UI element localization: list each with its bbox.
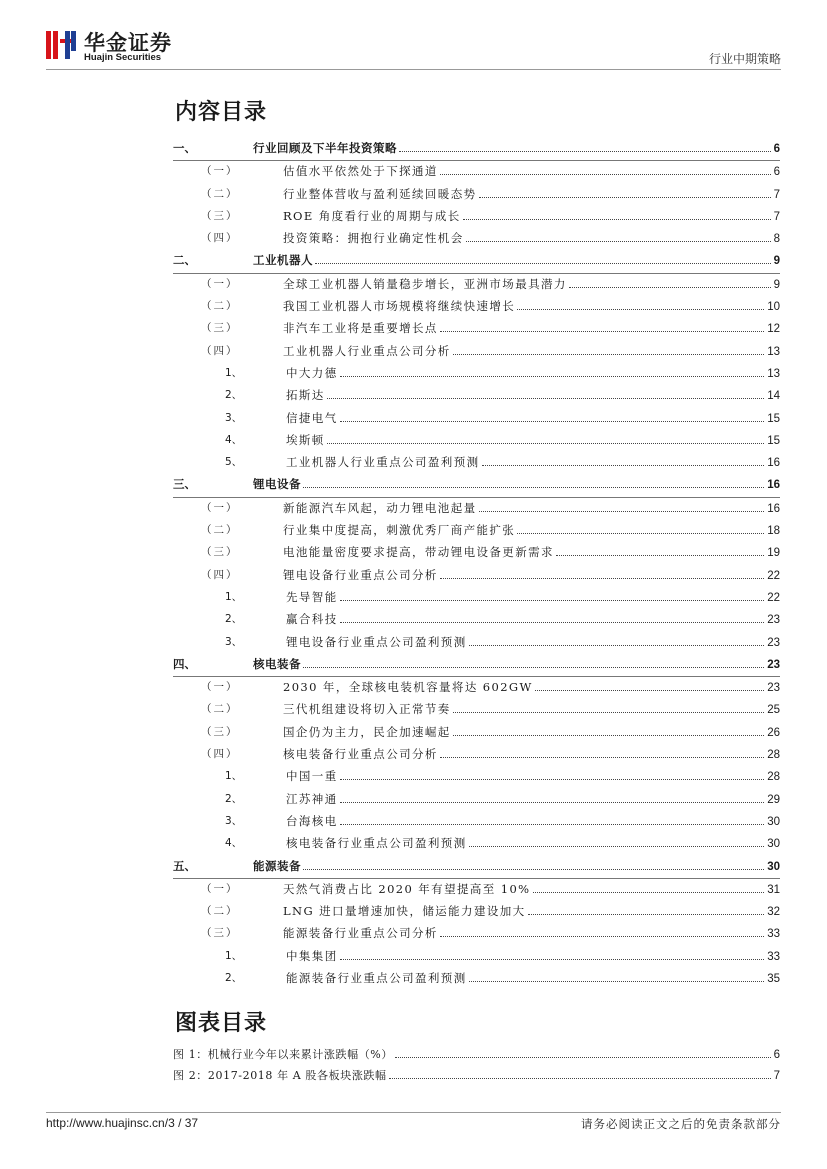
entry-page-number: 30 (767, 838, 780, 851)
entry-page-number: 30 (767, 815, 780, 828)
entry-title: 锂电设备行业重点公司盈利预测 (286, 634, 467, 649)
entry-page-number: 30 (767, 860, 780, 873)
entry-title: 2030 年，全球核电装机容量将达 602GW (283, 680, 533, 695)
entry-number: （一） (201, 681, 239, 694)
entry-title: 估值水平依然处于下探通道 (283, 164, 438, 179)
entry-line (283, 209, 780, 224)
entry-title: LNG 进口量增速加快，储运能力建设加大 (283, 904, 526, 919)
dot-leader (463, 218, 771, 220)
entry-number: 2、 (225, 613, 243, 626)
entry-page-number: 7 (773, 188, 780, 201)
entry-page-number: 25 (767, 704, 780, 717)
entry-title: ROE 角度看行业的周期与成长 (283, 208, 461, 223)
dot-leader (469, 980, 765, 982)
entry-title: 行业整体营收与盈利延续回暖态势 (283, 186, 477, 201)
entry-title: 工业机器人行业重点公司盈利预测 (286, 455, 480, 470)
dot-leader (340, 621, 765, 623)
dot-leader (466, 240, 771, 242)
entry-page-number: 29 (767, 793, 780, 806)
dot-leader (340, 420, 765, 422)
toc-entry[interactable] (173, 542, 780, 564)
report-type: 行业中期策略 (708, 52, 781, 66)
entry-number: （二） (201, 524, 239, 537)
entry-title: 非汽车工业将是重要增长点 (283, 321, 438, 336)
entry-number: 二、 (173, 253, 196, 268)
dot-leader (327, 442, 765, 444)
entry-page-number: 6 (773, 166, 780, 179)
entry-page-number: 8 (773, 233, 780, 246)
toc-entry[interactable] (173, 138, 780, 161)
entry-line (286, 836, 780, 851)
entry-title: 先导智能 (286, 589, 338, 604)
dot-leader (303, 868, 764, 870)
entry-number: （二） (201, 905, 239, 918)
entry-line (286, 769, 780, 784)
entry-number: 4、 (225, 433, 243, 446)
entry-title: 工业机器人行业重点公司分析 (283, 343, 451, 358)
dot-leader (389, 1077, 771, 1079)
entry-line (253, 859, 780, 874)
entry-page-number: 23 (767, 658, 780, 671)
toc-entry[interactable] (173, 699, 780, 721)
entry-line (286, 814, 780, 829)
entry-number: 5、 (225, 456, 243, 469)
page-header (46, 30, 781, 66)
dot-leader (528, 913, 765, 915)
entry-line (283, 926, 780, 941)
toc-entry[interactable] (173, 856, 780, 879)
toc-entry[interactable] (173, 789, 780, 811)
dot-leader (569, 286, 771, 288)
entry-title: 埃斯顿 (286, 432, 325, 447)
entry-title: 行业集中度提高，刺激优秀厂商产能扩张 (283, 523, 516, 538)
entry-page-number: 16 (767, 479, 780, 492)
entry-number: （一） (201, 882, 239, 895)
entry-page-number: 23 (767, 636, 780, 649)
entry-line (283, 702, 780, 717)
toc-entry[interactable] (173, 632, 780, 654)
toc-entry[interactable] (173, 722, 780, 744)
toc-entry[interactable] (173, 811, 780, 833)
entry-title: 能源装备 (253, 858, 301, 873)
entry-title: 台海核电 (286, 813, 338, 828)
dot-leader (440, 330, 764, 332)
entry-line (283, 904, 780, 919)
entry-title: 中大力德 (286, 365, 338, 380)
entry-number: （一） (201, 277, 239, 290)
entry-title: 信捷电气 (286, 410, 338, 425)
entry-line (253, 253, 780, 268)
dot-leader (440, 756, 764, 758)
dot-leader (315, 262, 771, 264)
entry-line (283, 725, 780, 740)
dot-leader (303, 666, 764, 668)
toc-entry[interactable] (173, 968, 780, 990)
dot-leader (535, 689, 764, 691)
entry-title: 全球工业机器人销量稳步增长，亚洲市场最具潜力 (283, 276, 567, 291)
entry-page-number: 13 (767, 367, 780, 380)
toc-entry[interactable] (173, 946, 780, 968)
entry-line (283, 277, 780, 292)
dot-leader (469, 845, 765, 847)
toc-entry[interactable] (173, 498, 780, 520)
entry-line (253, 477, 780, 492)
toc-entry[interactable] (173, 901, 780, 923)
entry-title: 新能源汽车风起，动力锂电池起量 (283, 500, 477, 515)
dot-leader (303, 486, 764, 488)
entry-number: 2、 (225, 792, 243, 805)
dot-leader (340, 801, 765, 803)
entry-title: 行业回顾及下半年投资策略 (253, 141, 397, 155)
entry-number: 1、 (225, 949, 243, 962)
entry-line (253, 657, 780, 672)
entry-page-number: 22 (767, 591, 780, 604)
entry-line (286, 635, 780, 650)
footer-url-page (46, 1116, 198, 1130)
entry-line (286, 411, 780, 426)
entry-number: 四、 (173, 656, 196, 671)
footer-disclaimer: 请务必阅读正文之后的免责条款部分 (581, 1117, 781, 1131)
entry-number: 3、 (225, 635, 243, 648)
toc-title: 内容目录 (175, 100, 268, 125)
entry-line (283, 568, 780, 583)
entry-line (173, 1048, 780, 1062)
entry-page-number: 22 (767, 569, 780, 582)
entry-page-number: 7 (773, 1070, 780, 1082)
entry-page-number: 14 (767, 390, 780, 403)
entry-page-number: 33 (767, 950, 780, 963)
entry-number: （三） (201, 546, 239, 559)
entry-line (283, 523, 780, 538)
toc-entry[interactable] (173, 318, 780, 340)
table-of-contents (173, 138, 780, 990)
dot-leader (340, 778, 765, 780)
entry-page-number: 31 (767, 883, 780, 896)
toc-entry[interactable] (173, 654, 780, 677)
entry-line (283, 344, 780, 359)
entry-number: （一） (201, 501, 239, 514)
entry-page-number: 18 (767, 525, 780, 538)
entry-number: 1、 (225, 590, 243, 603)
dot-leader (395, 1056, 771, 1058)
dot-leader (340, 375, 765, 377)
entry-title: 江苏神通 (286, 791, 338, 806)
entry-number: 2、 (225, 389, 243, 402)
entry-page-number: 9 (773, 278, 780, 291)
dot-leader (469, 644, 765, 646)
dot-leader (440, 173, 771, 175)
entry-page-number: 15 (767, 434, 780, 447)
toc-entry[interactable] (173, 274, 780, 296)
dot-leader (517, 532, 764, 534)
entry-line (283, 321, 780, 336)
toc-entry[interactable] (173, 206, 780, 228)
toc-entry[interactable] (173, 408, 780, 430)
entry-title: 赢合科技 (286, 612, 338, 627)
entry-number: （四） (201, 232, 239, 245)
entry-line (283, 747, 780, 762)
entry-page-number: 19 (767, 547, 780, 560)
figure-entry[interactable] (173, 1045, 780, 1066)
toc-entry[interactable] (173, 879, 780, 901)
dot-leader (453, 711, 765, 713)
entry-title: 电池能量密度要求提高，带动锂电设备更新需求 (283, 545, 554, 560)
entry-line (283, 680, 780, 695)
entry-line (283, 882, 780, 897)
entry-line (286, 612, 780, 627)
entry-number: 五、 (173, 858, 196, 873)
entry-line (286, 433, 780, 448)
entry-title: 核电装备行业重点公司盈利预测 (286, 836, 467, 851)
entry-page-number: 9 (773, 255, 780, 268)
entry-number: 1、 (225, 366, 243, 379)
toc-entry[interactable] (173, 430, 780, 452)
entry-title: 能源装备行业重点公司盈利预测 (286, 970, 467, 985)
toc-entry[interactable] (173, 296, 780, 318)
entry-number: 一、 (173, 141, 196, 155)
logo-chinese-name: 华金证券 (84, 31, 172, 55)
dot-leader (479, 196, 771, 198)
figure-entry[interactable] (173, 1066, 780, 1087)
entry-line (286, 949, 780, 964)
entry-number: （三） (201, 725, 239, 738)
entry-number: （四） (201, 344, 239, 357)
entry-line (286, 388, 780, 403)
entry-number: （二） (201, 300, 239, 313)
entry-page-number: 26 (767, 726, 780, 739)
dot-leader (440, 577, 764, 579)
entry-page-number: 6 (773, 143, 780, 155)
dot-leader (453, 734, 765, 736)
toc-entry[interactable] (173, 766, 780, 788)
entry-line (173, 1069, 780, 1083)
entry-title: 能源装备行业重点公司分析 (283, 926, 438, 941)
entry-page-number: 6 (773, 1049, 780, 1061)
dot-leader (440, 935, 764, 937)
entry-line (283, 231, 780, 246)
toc-entry[interactable] (173, 744, 780, 766)
dot-leader (399, 150, 771, 152)
toc-entry[interactable] (173, 474, 780, 497)
entry-number: 2、 (225, 971, 243, 984)
entry-title: 投资策略：拥抱行业确定性机会 (283, 231, 464, 246)
entry-number: （三） (201, 927, 239, 940)
dot-leader (340, 823, 765, 825)
entry-page-number: 16 (767, 502, 780, 515)
entry-number: （四） (201, 748, 239, 761)
entry-number: （一） (201, 165, 239, 178)
toc-entry[interactable] (173, 833, 780, 855)
logo-english-name: Huajin Securities (84, 52, 162, 63)
toc-entry[interactable] (173, 363, 780, 385)
entry-page-number: 23 (767, 682, 780, 695)
toc-entry[interactable] (173, 565, 780, 587)
dot-leader (517, 308, 764, 310)
entry-title: 国企仍为主力，民企加速崛起 (283, 724, 451, 739)
entry-page-number: 13 (767, 345, 780, 358)
entry-page-number: 32 (767, 906, 780, 919)
page-indicator: 3 / 37 (168, 1116, 199, 1130)
entry-title: 锂电设备行业重点公司分析 (283, 567, 438, 582)
toc-entry[interactable] (173, 609, 780, 631)
dot-leader (533, 891, 765, 893)
dot-leader (340, 958, 765, 960)
entry-title: 我国工业机器人市场规模将继续快速增长 (283, 299, 516, 314)
toc-entry[interactable] (173, 385, 780, 407)
header-divider (46, 69, 781, 70)
entry-page-number: 16 (767, 457, 780, 470)
entry-title: 天然气消费占比 2020 年有望提高至 10% (283, 881, 531, 896)
huajin-logo-icon (46, 30, 76, 60)
toc-entry[interactable] (173, 452, 780, 474)
entry-line (283, 299, 780, 314)
footer-url-link[interactable]: http://www.huajinsc.cn/ (46, 1116, 169, 1130)
toc-entry[interactable] (173, 161, 780, 183)
entry-page-number: 7 (773, 210, 780, 223)
entry-page-number: 23 (767, 614, 780, 627)
entry-title: 核电装备 (253, 656, 301, 671)
entry-line (253, 141, 780, 156)
toc-entry[interactable] (173, 520, 780, 542)
entry-page-number: 35 (767, 972, 780, 985)
entry-title: 中国一重 (286, 769, 338, 784)
entry-line (283, 501, 780, 516)
entry-title: 拓斯达 (286, 388, 325, 403)
toc-entry[interactable] (173, 250, 780, 273)
entry-title: 工业机器人 (253, 253, 313, 268)
entry-title: 中集集团 (286, 948, 338, 963)
entry-title: 锂电设备 (253, 477, 301, 492)
toc-entry[interactable] (173, 587, 780, 609)
entry-line (286, 792, 780, 807)
toc-entry[interactable] (173, 341, 780, 363)
entry-number: 1、 (225, 770, 243, 783)
dot-leader (482, 464, 765, 466)
entry-line (283, 187, 780, 202)
entry-title: 图 2：2017-2018 年 A 股各板块涨跌幅 (173, 1069, 387, 1082)
dot-leader (340, 599, 765, 601)
entry-page-number: 10 (767, 301, 780, 314)
entry-page-number: 15 (767, 412, 780, 425)
entry-page-number: 28 (767, 749, 780, 762)
toc-entry[interactable] (173, 677, 780, 699)
entry-title: 核电装备行业重点公司分析 (283, 747, 438, 762)
entry-line (286, 590, 780, 605)
entry-line (283, 545, 780, 560)
entry-number: 3、 (225, 814, 243, 827)
entry-title: 图 1：机械行业今年以来累计涨跌幅（%） (173, 1048, 393, 1061)
footer-divider (46, 1112, 781, 1113)
entry-line (286, 455, 780, 470)
entry-page-number: 33 (767, 928, 780, 941)
entry-line (283, 164, 780, 179)
entry-page-number: 12 (767, 323, 780, 336)
entry-page-number: 28 (767, 771, 780, 784)
entry-title: 三代机组建设将切入正常节奏 (283, 702, 451, 717)
toc-entry[interactable] (173, 184, 780, 206)
dot-leader (327, 397, 765, 399)
dot-leader (556, 554, 764, 556)
entry-number: （二） (201, 703, 239, 716)
figure-list-title: 图表目录 (175, 1011, 268, 1036)
dot-leader (479, 510, 765, 512)
entry-number: 三、 (173, 477, 196, 492)
entry-number: （三） (201, 209, 239, 222)
entry-line (286, 366, 780, 381)
entry-number: （二） (201, 187, 239, 200)
entry-number: （四） (201, 568, 239, 581)
entry-number: 4、 (225, 837, 243, 850)
dot-leader (453, 353, 765, 355)
toc-entry[interactable] (173, 923, 780, 945)
entry-line (286, 971, 780, 986)
toc-entry[interactable] (173, 228, 780, 250)
figure-list (173, 1045, 780, 1087)
entry-number: 3、 (225, 411, 243, 424)
entry-number: （三） (201, 322, 239, 335)
